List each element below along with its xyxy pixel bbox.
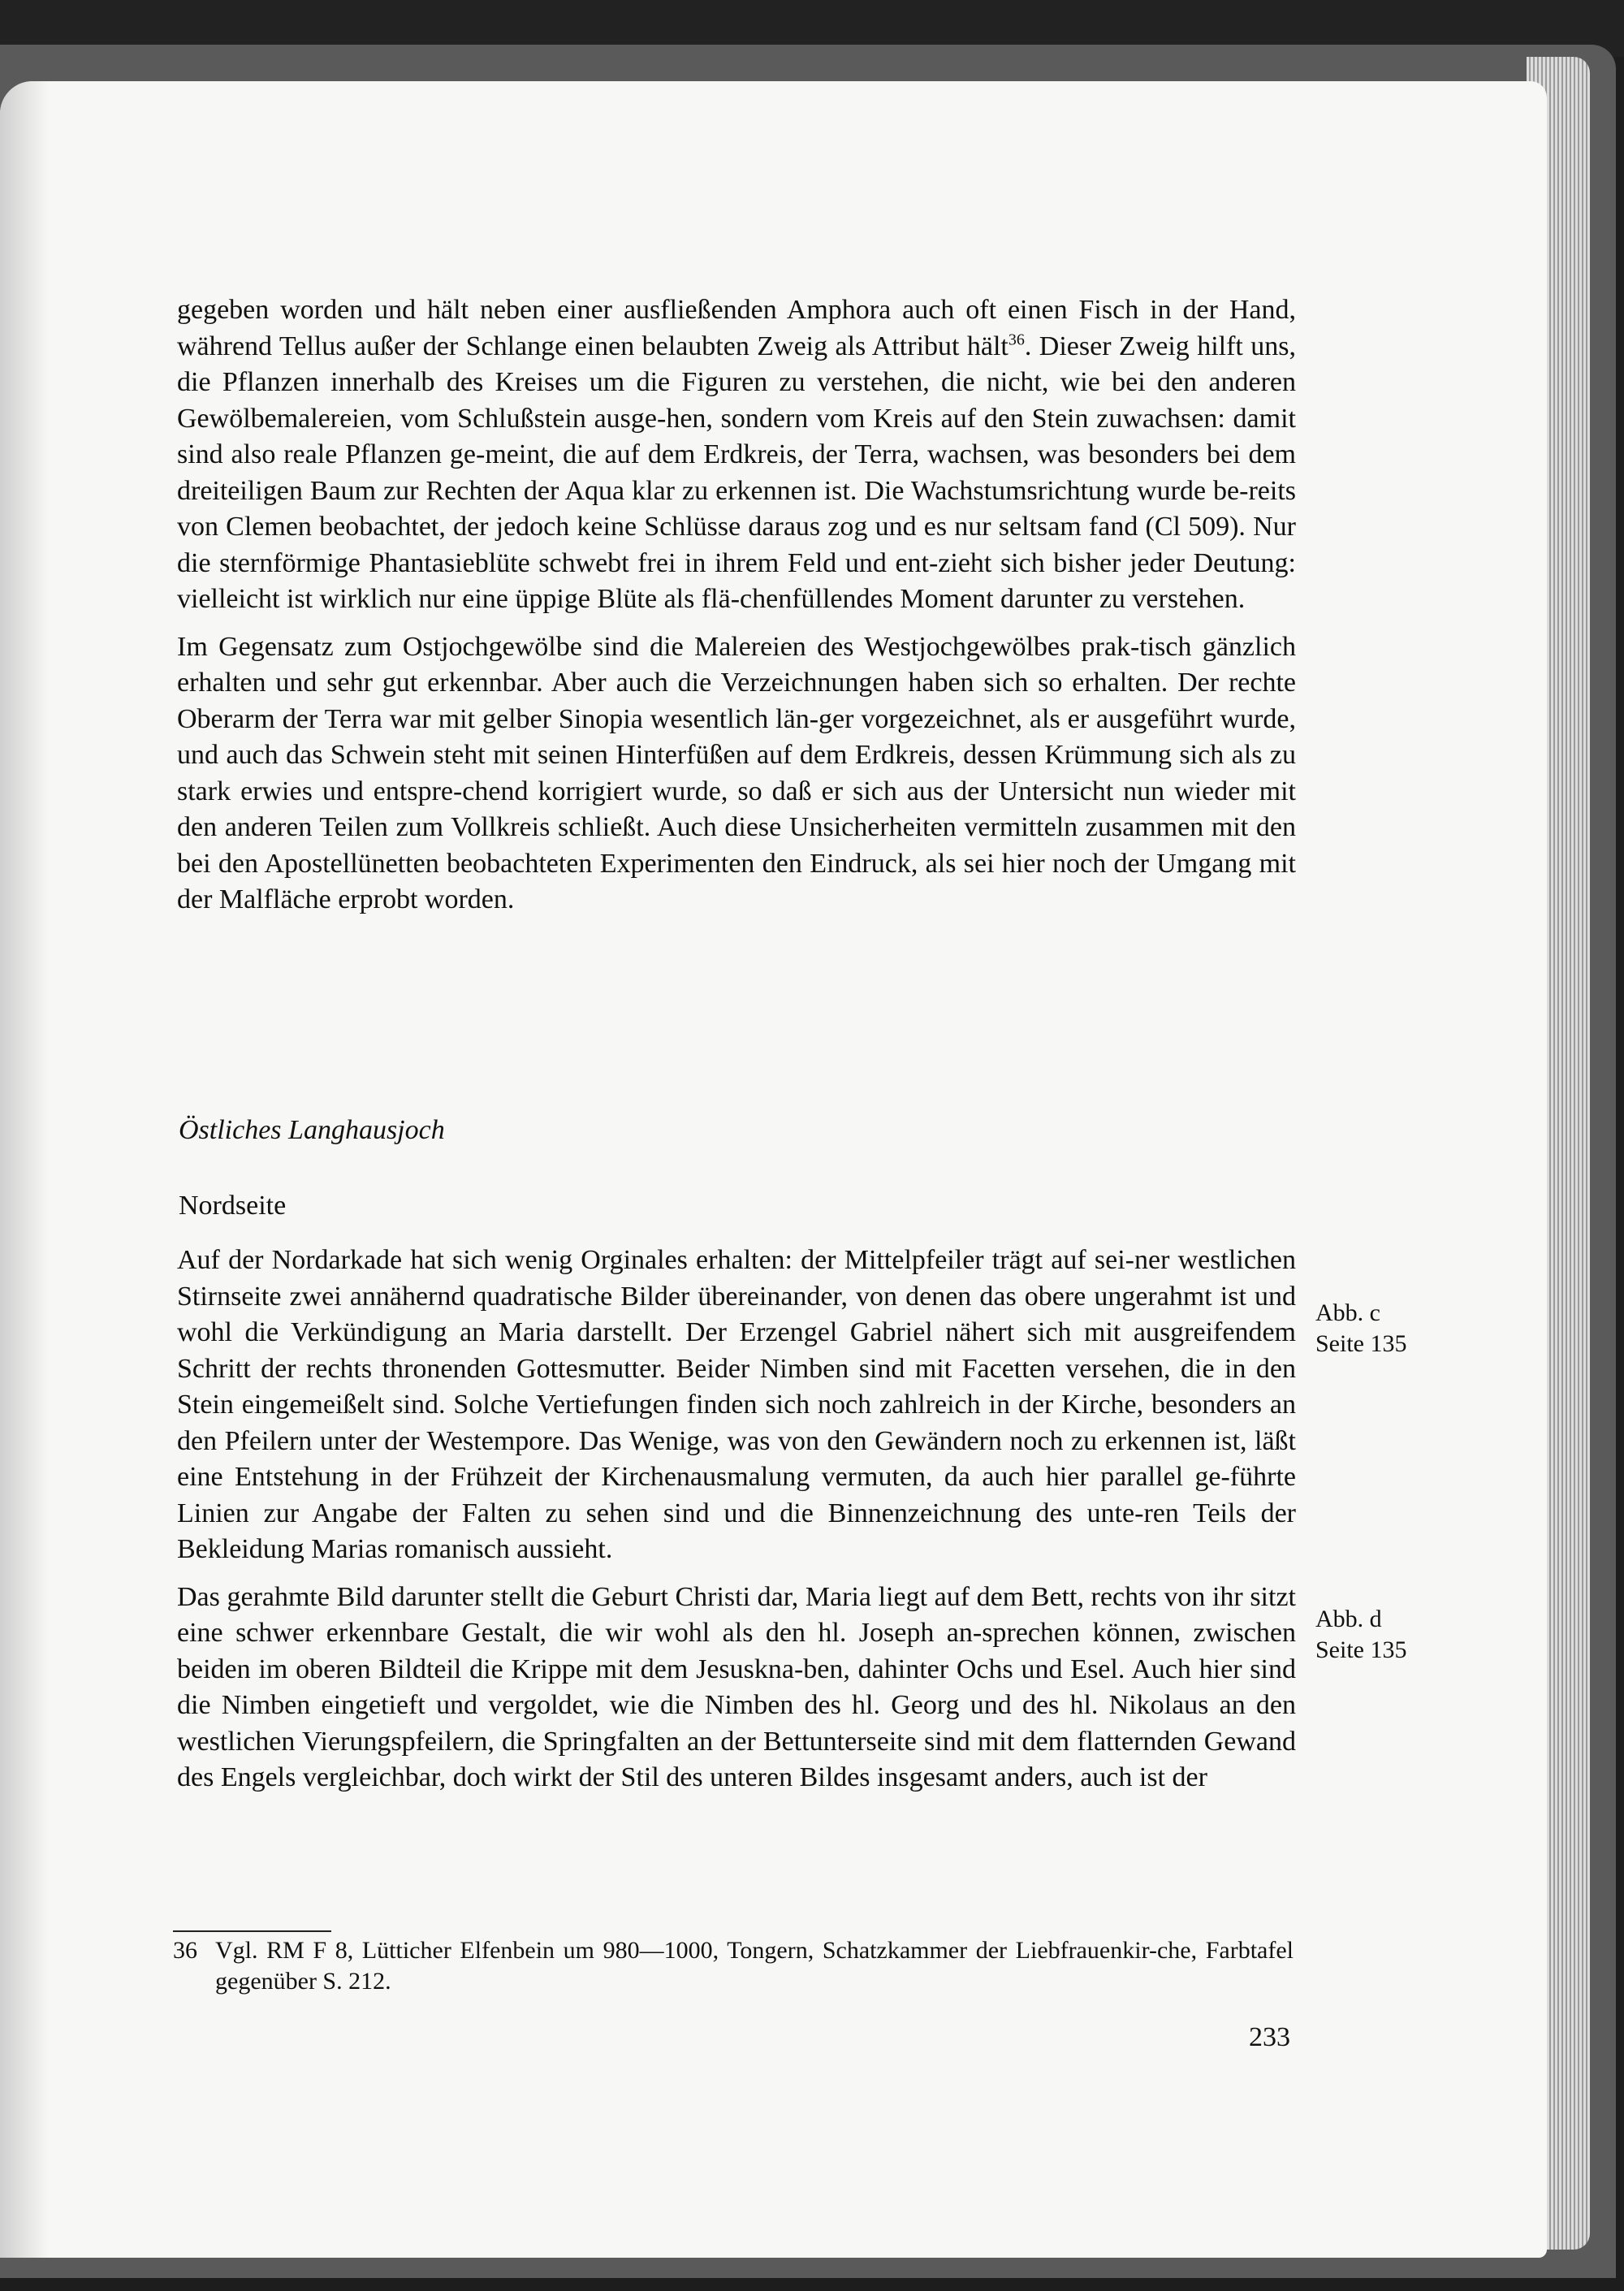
spine-shadow [0, 81, 49, 2258]
body-text-bottom [177, 1243, 1296, 1796]
margin-note-abb-c: Abb. c Seite 135 [1315, 1299, 1407, 1357]
section-heading: Östliches Langhausjoch [179, 1115, 445, 1145]
subsection-heading: Nordseite [179, 1191, 287, 1221]
footnote-reference: 36 [1008, 331, 1025, 349]
page-number: 233 [1249, 2022, 1290, 2052]
paragraph-4: Das gerahmte Bild darunter stellt die Geburt Christi dar, Maria liegt auf dem Bett, rechts von ihr sitzt eine schwer erkennbare Gestalt, die wir wohl als den hl. Joseph an-sprechen können, zwischen beiden im oberen Bildteil die Krippe mit dem Jesuskna-ben, dahinter Ochs und Esel. Auch hier sind die Nimben eingetieft und vergoldet, wie die Nimben des hl. Georg und des hl. Nikolaus an den westlichen Vierungspfeilern, die Springfalten an der Bettunterseite sind mit dem flatternden Gewand des Engels vergleichbar, doch wirkt der Stil des unteren Bildes insgesamt anders, auch ist der [177, 1581, 1296, 1792]
paragraph-3: Auf der Nordarkade hat sich wenig Orginales erhalten: der Mittelpfeiler trägt auf sei-ner westlichen Stirnseite zwei annähernd quadratische Bilder übereinander, von denen das obere ungerahmt ist und wohl die Verkündigung an Maria darstellt. Der Erzengel Gabriel nähert sich mit ausgreifendem Schritt der rechts thronenden Gottesmutter. Beider Nimben sind mit Facetten versehen, die in den Stein eingemeißelt sind. Solche Vertiefungen finden sich noch zahlreich in der Kirche, besonders an den Pfeilern unter der Westempore. Das Wenige, was von den Gewändern noch zu erkennen ist, läßt eine Entstehung in der Frühzeit der Kirchenausmalung vermuten, da auch hier parallel ge-führte Linien zur Angabe der Falten zu sehen sind und die Binnenzeichnung des unte-ren Teils der Bekleidung Marias romanisch aussieht. [177, 1245, 1296, 1564]
footnote-divider [173, 1930, 331, 1932]
paragraph-2: Im Gegensatz zum Ostjochgewölbe sind die Malereien des Westjochgewölbes prak-tisch gänzlich erhalten und sehr gut erkennbar. Aber auch die Verzeichnungen haben sich so erhalten. Der rechte Oberarm der Terra war mit gelber Sinopia wesentlich län-ger vorgezeichnet, als er ausgeführt wurde, und auch das Schwein steht mit seinen Hinterfüßen auf dem Erdkreis, dessen Krümmung sich als zu stark erwies und entspre-chend korrigiert wurde, so daß er sich aus der Untersicht nun wieder mit den anderen Teilen zum Vollkreis schließt. Auch diese Unsicherheiten vermitteln zusammen mit den bei den Apostellünetten beobachteten Experimenten den Eindruck, als sei hier noch der Umgang mit der Malfläche erprobt worden. [177, 631, 1296, 914]
margin-note-abb-d: Abb. d Seite 135 [1315, 1606, 1407, 1663]
footnote-number: 36 [173, 1937, 197, 1964]
footnote-text: Vgl. RM F 8, Lütticher Elfenbein um 980—1000, Tongern, Schatzkammer der Liebfrauenkir-che, Farbtafel gegenüber S. 212. [215, 1937, 1294, 1995]
paragraph-1: gegeben worden und hält neben einer ausfließenden Amphora auch oft einen Fisch in der Hand, während Tellus außer der Schlange einen belaubten Zweig als Attribut hält$^{36}$. Dieser Zweig hilft uns, die Pflanzen innerhalb des Kreises um die Figuren zu verstehen, die nicht, wie bei den anderen Gewölbemalereien, vom Schlußstein ausge-hen, sondern vom Kreis auf den Stein zuwachsen: damit sind also reale Pflanzen ge-meint, die auf dem Erdkreis, der Terra, wachsen, was besonders bei dem dreiteiligen Baum zur Rechten der Aqua klar zu erkennen ist. Die Wachstumsrichtung wurde be-reits von Clemen beobachtet, der jedoch keine Schlüsse daraus zog und es nur seltsam fand (Cl 509). Nur die sternförmige Phantasieblüte schwebt frei in ihrem Feld und ent-zieht sich bisher jeder Deutung: vielleicht ist wirklich nur eine üppige Blüte als flä-chenfüllendes Moment darunter zu verstehen. [177, 295, 1296, 614]
body-text-top [177, 292, 1296, 919]
